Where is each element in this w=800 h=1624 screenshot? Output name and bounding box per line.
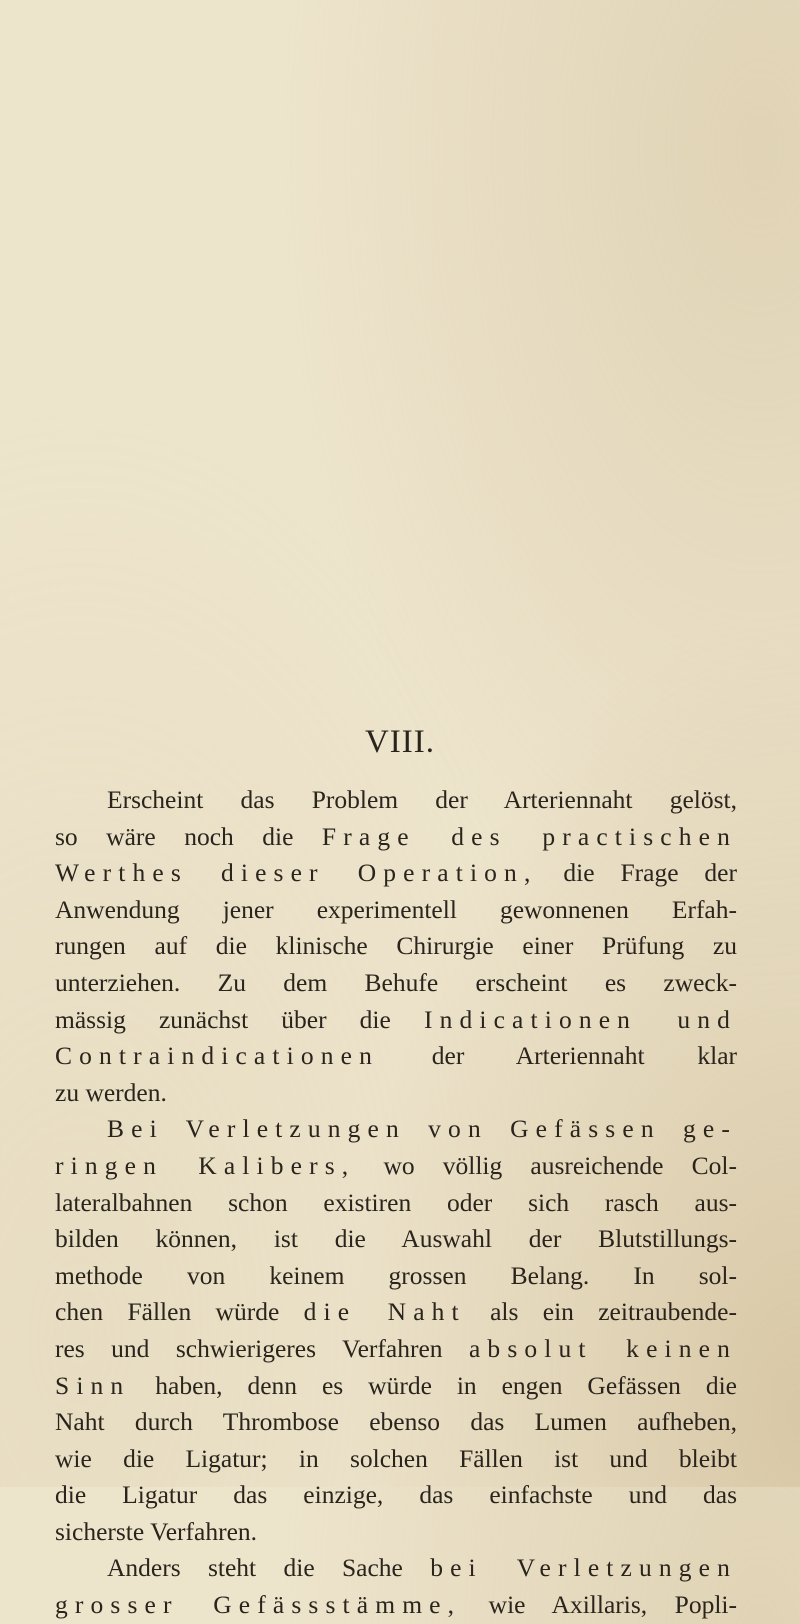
text-segment: wie Axillaris, Popli- [461,1590,738,1620]
text-segment: Naht durch Thrombose ebenso das Lumen aufheben, [55,1407,737,1437]
text-line [55,1111,737,1148]
text-segment: bilden können, ist die Auswahl der Blutstillungs- [55,1224,737,1254]
spaced-emphasis-text: Indicationen und [423,1004,737,1034]
text-segment: die Ligatur das einzige, das einfachste und das [55,1480,737,1510]
body-text [55,782,737,1624]
text-segment: rungen auf die klinische Chirurgie einer Prüfung zu [55,931,737,961]
text-line [55,1404,737,1441]
text-line [55,892,737,929]
text-segment: der Arteriennaht klar [378,1041,737,1071]
text-line [55,782,737,819]
text-line [55,1368,737,1405]
spaced-emphasis-text: Frage des practischen [321,821,737,851]
text-line [55,1148,737,1185]
text-line [55,1002,737,1039]
spaced-emphasis-text: die Naht [303,1297,466,1327]
text-line [55,855,737,892]
text-segment: Anwendung jener experimentell gewonnenen Erfah- [55,894,737,924]
text-segment: lateralbahnen schon existiren oder sich rasch aus- [55,1187,737,1217]
spaced-emphasis-text: absolut keinen [468,1333,737,1363]
spaced-emphasis-text: Bei Verletzungen von Gefässen ge- [107,1114,737,1144]
text-segment: Erscheint das Problem der Arteriennaht gelöst, [107,785,737,814]
text-line [55,1331,737,1368]
text-segment: wie die Ligatur; in solchen Fällen ist und bleibt [55,1443,737,1473]
spaced-emphasis-text: grosser Gefässstämme, [55,1590,462,1620]
text-line [55,1294,737,1331]
text-segment: Anders steht die Sache [107,1553,431,1583]
text-segment: zu werden. [55,1077,167,1107]
text-line [55,965,737,1002]
spaced-emphasis-text: Werthes dieser Operation, [55,858,538,888]
text-segment: unterziehen. Zu dem Behufe erscheint es zweck- [55,967,737,997]
text-segment: wo völlig ausreichende Col- [355,1150,737,1180]
spaced-emphasis-text: bei Verletzungen [430,1553,737,1583]
text-segment: als ein zeitraubende- [465,1297,737,1327]
text-segment: die Frage der [537,858,737,888]
text-line [55,1514,737,1551]
text-segment: res und schwierigeres Verfahren [55,1333,469,1363]
text-line [55,1075,737,1112]
text-segment: chen Fällen würde [55,1297,304,1327]
text-line [55,1477,737,1514]
text-line [55,1038,737,1075]
spaced-emphasis-text: Contraindicationen [55,1041,379,1071]
text-line [55,1587,737,1624]
spaced-emphasis-text: ringen Kalibers, [55,1150,356,1180]
text-segment: so wäre noch die [55,821,322,851]
text-line [55,1258,737,1295]
text-line [55,1185,737,1222]
spaced-emphasis-text: Sinn [55,1370,131,1400]
text-segment: sicherste Verfahren. [55,1516,258,1546]
chapter-heading: VIII. [364,724,436,760]
text-line [55,1550,737,1587]
text-line [55,928,737,965]
text-segment: methode von keinem grossen Belang. In sol- [55,1260,737,1290]
text-segment: mässig zunächst über die [55,1004,424,1034]
text-line [55,1441,737,1478]
text-line [55,1221,737,1258]
text-segment: haben, denn es würde in engen Gefässen die [130,1370,737,1400]
text-line [55,819,737,856]
